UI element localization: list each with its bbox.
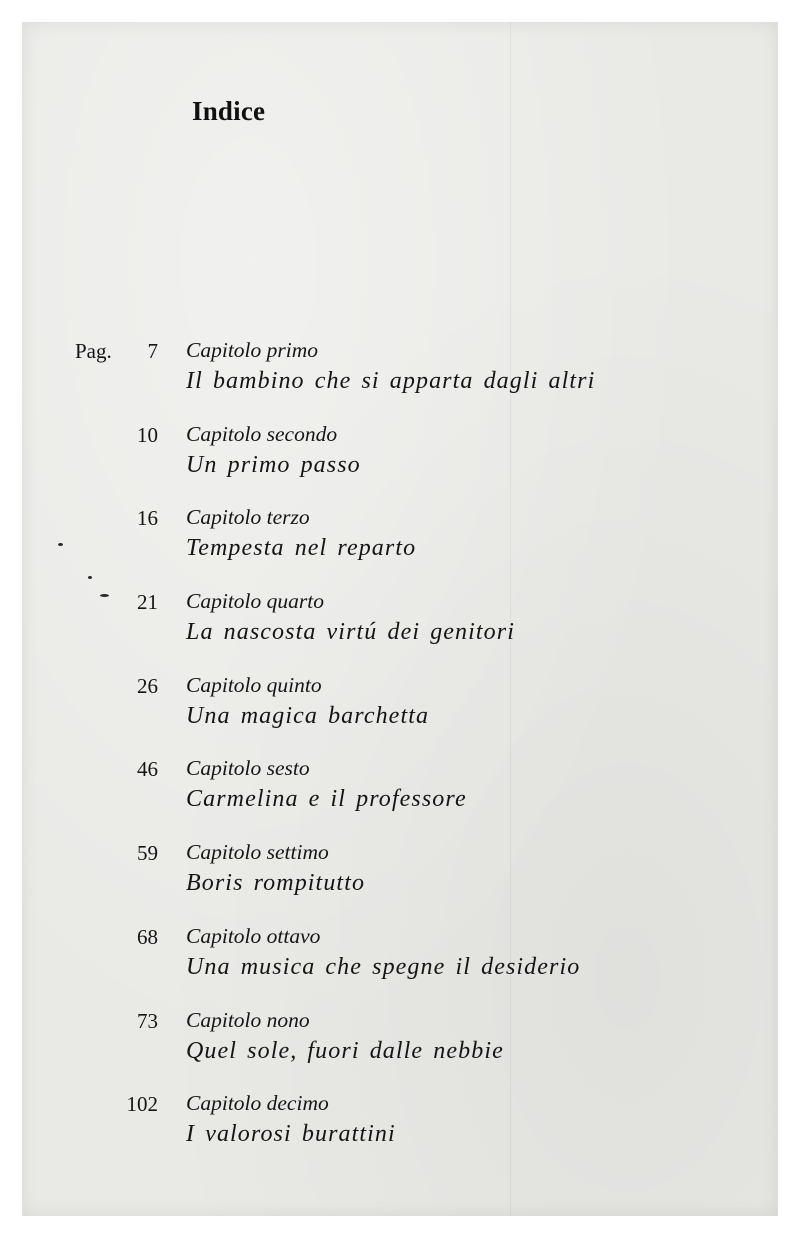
chapter-title: Il bambino che si apparta dagli altri: [186, 368, 596, 394]
page-number: 7: [147, 339, 158, 363]
chapter-label: Capitolo nono: [186, 1007, 310, 1032]
toc-entry: [22, 756, 778, 840]
toc-entry: [22, 1091, 778, 1175]
page-number: 26: [137, 673, 158, 698]
chapter-title: La nascosta virtú dei genitori: [186, 619, 515, 646]
page-number: 68: [137, 924, 158, 949]
chapter-label: Capitolo ottavo: [186, 923, 321, 948]
page-number: 59: [137, 841, 158, 866]
page-number: 16: [137, 506, 158, 531]
chapter-label: Capitolo decimo: [186, 1091, 329, 1116]
toc-entry: [22, 338, 778, 422]
page-number: 10: [137, 422, 158, 447]
chapter-label: Capitolo secondo: [186, 421, 338, 446]
pag-label: Pag.: [75, 339, 112, 363]
page-title: Indice: [192, 96, 266, 126]
chapter-title: Una magica barchetta: [186, 702, 430, 729]
chapter-label: Capitolo quarto: [186, 589, 324, 614]
chapter-label: Capitolo primo: [186, 338, 319, 362]
toc-entry: [22, 589, 778, 673]
toc-entry: [22, 673, 778, 757]
page-number: 102: [126, 1092, 158, 1117]
chapter-label: Capitolo settimo: [186, 840, 329, 865]
chapter-title: Carmelina e il professore: [186, 786, 467, 813]
page-number: 73: [137, 1008, 158, 1033]
page-number: 21: [137, 590, 158, 615]
toc-entry: [22, 1008, 778, 1092]
chapter-label: Capitolo terzo: [186, 505, 310, 530]
book-page: [22, 22, 778, 1216]
toc-entry: [22, 924, 778, 1008]
chapter-label: Capitolo sesto: [186, 756, 310, 781]
page-number: 46: [137, 757, 158, 782]
toc-entry: [22, 840, 778, 924]
chapter-title: Una musica che spegne il desiderio: [186, 953, 581, 980]
toc-entry: [22, 505, 778, 589]
chapter-title: Quel sole, fuori dalle nebbie: [186, 1037, 504, 1064]
chapter-title: Un primo passo: [186, 451, 361, 478]
chapter-title: Tempesta nel reparto: [186, 535, 417, 562]
chapter-title: I valorosi burattini: [186, 1121, 396, 1148]
chapter-label: Capitolo quinto: [186, 672, 322, 697]
table-of-contents: [22, 338, 778, 1175]
chapter-title: Boris rompitutto: [186, 870, 366, 897]
toc-entry: [22, 422, 778, 506]
